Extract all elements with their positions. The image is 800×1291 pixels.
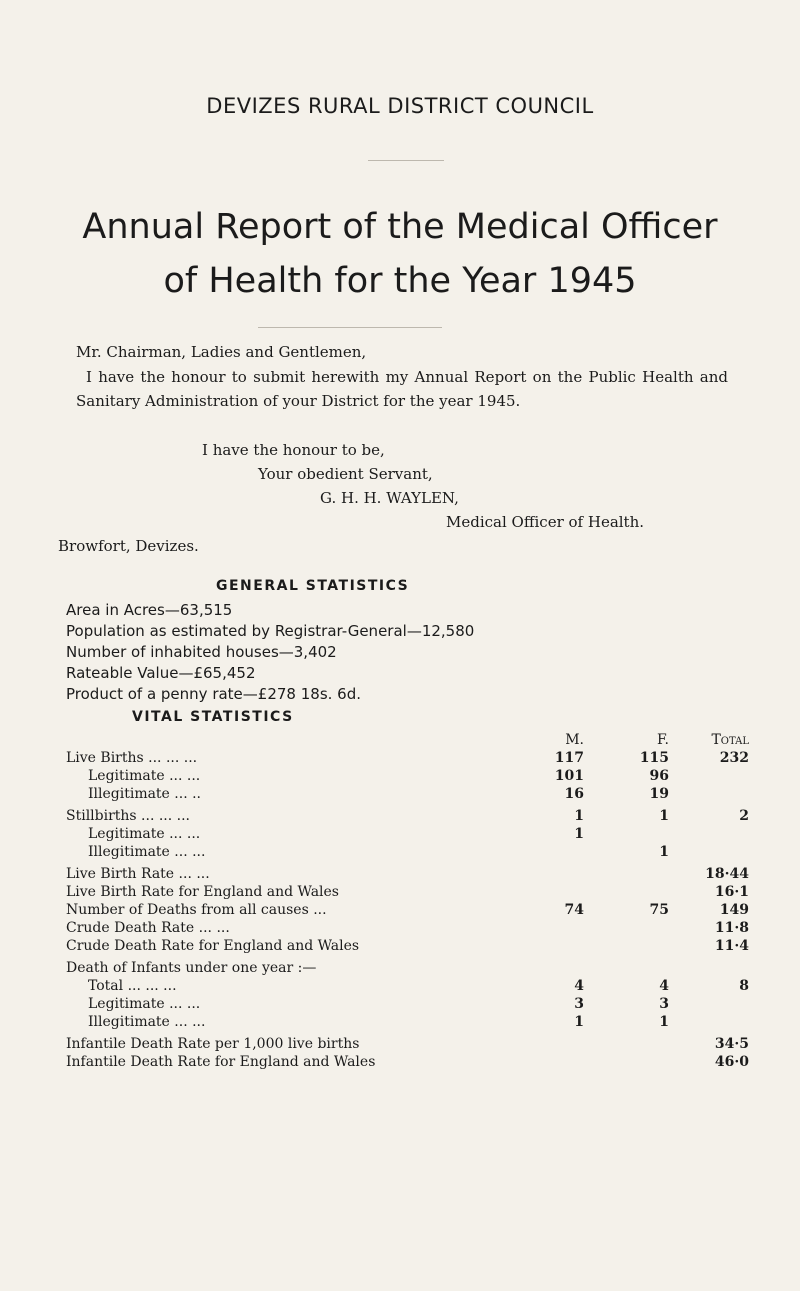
row-total	[669, 995, 749, 1013]
row-total: 11·8	[714, 920, 749, 936]
table-row	[66, 749, 749, 767]
row-m: 117	[554, 750, 584, 766]
row-label: Stillbirths ... ... ...	[66, 808, 191, 824]
row-f: 19	[649, 786, 669, 802]
row-label: Crude Death Rate for England and Wales	[66, 938, 360, 954]
row-total	[669, 785, 749, 803]
row-total: 34·5	[714, 1036, 749, 1052]
divider-bottom	[258, 327, 442, 328]
row-f: 1	[659, 808, 669, 824]
row-total	[669, 959, 749, 977]
row-label: Live Birth Rate for England and Wales	[66, 884, 339, 900]
title-line-2: of Health for the Year 1945	[163, 261, 637, 301]
table-row	[66, 977, 749, 995]
row-label: Infantile Death Rate per 1,000 live births	[66, 1036, 360, 1052]
row-f	[584, 825, 669, 843]
letter-paragraph-text: I have the honour to submit herewith my Annual Report on the Public Health and Sanitary Administration of your District for the year 1945.	[76, 368, 728, 410]
letter-paragraph	[76, 365, 728, 413]
row-m	[490, 1035, 584, 1053]
row-m: 74	[564, 902, 584, 918]
general-statistics-list	[66, 600, 474, 705]
report-title	[0, 200, 800, 308]
table-row	[66, 865, 749, 883]
row-m	[490, 865, 584, 883]
row-f	[584, 959, 669, 977]
row-label: Death of Infants under one year :—	[66, 960, 317, 976]
row-m: 1	[574, 808, 584, 824]
row-label: Crude Death Rate ... ...	[66, 920, 230, 936]
row-f: 1	[659, 844, 669, 860]
row-total: 8	[739, 978, 749, 994]
row-label: Live Birth Rate ... ...	[66, 866, 210, 882]
row-f: 115	[639, 750, 669, 766]
row-f	[584, 1035, 669, 1053]
general-item: Area in Acres—63,515	[66, 601, 233, 619]
table-row	[66, 995, 749, 1013]
row-m	[490, 843, 584, 861]
row-f: 75	[649, 902, 669, 918]
general-item: Rateable Value—£65,452	[66, 664, 256, 682]
table-row	[66, 1013, 749, 1031]
row-label: Illegitimate ... ...	[88, 844, 206, 860]
general-statistics-heading: GENERAL STATISTICS	[216, 578, 410, 594]
table-row	[66, 767, 749, 785]
row-f	[584, 919, 669, 937]
row-total: 11·4	[714, 938, 749, 954]
table-row	[66, 883, 749, 901]
row-label: Total ... ... ...	[88, 978, 177, 994]
salutation: Mr. Chairman, Ladies and Gentlemen,	[76, 343, 367, 361]
closing-line-1: I have the honour to be,	[202, 441, 385, 459]
general-item: Number of inhabited houses—3,402	[66, 643, 337, 661]
row-total: 149	[719, 902, 749, 918]
row-total: 16·1	[714, 884, 749, 900]
row-m: 16	[564, 786, 584, 802]
address: Browfort, Devizes.	[58, 537, 199, 555]
row-label: Number of Deaths from all causes ...	[66, 902, 327, 918]
row-m: 3	[574, 996, 584, 1012]
row-total: 2	[739, 808, 749, 824]
row-m	[490, 1053, 584, 1071]
row-f: 4	[659, 978, 669, 994]
table-header-row	[66, 731, 749, 749]
row-label: Legitimate ... ...	[88, 996, 201, 1012]
row-f: 96	[649, 768, 669, 784]
row-label: Live Births ... ... ...	[66, 750, 198, 766]
table-row	[66, 937, 749, 955]
row-f	[584, 865, 669, 883]
table-row	[66, 843, 749, 861]
row-total	[669, 1013, 749, 1031]
row-m	[490, 919, 584, 937]
row-label: Legitimate ... ...	[88, 768, 201, 784]
column-header-f: F.	[657, 732, 669, 748]
row-f: 3	[659, 996, 669, 1012]
row-m	[490, 883, 584, 901]
row-f	[584, 1053, 669, 1071]
row-m: 4	[574, 978, 584, 994]
vital-statistics-table	[66, 731, 749, 1071]
table-row	[66, 825, 749, 843]
row-m: 101	[554, 768, 584, 784]
row-total	[669, 825, 749, 843]
row-total: 18·44	[705, 866, 749, 882]
general-item: Product of a penny rate—£278 18s. 6d.	[66, 685, 361, 703]
row-m	[490, 937, 584, 955]
row-total: 232	[719, 750, 749, 766]
divider-top	[368, 160, 444, 161]
row-label: Legitimate ... ...	[88, 826, 201, 842]
table-row	[66, 959, 749, 977]
row-m: 1	[574, 826, 584, 842]
table-row	[66, 919, 749, 937]
row-total	[669, 767, 749, 785]
table-row	[66, 785, 749, 803]
table-row	[66, 901, 749, 919]
row-f: 1	[659, 1014, 669, 1030]
closing-line-2: Your obedient Servant,	[258, 465, 433, 483]
signature-position: Medical Officer of Health.	[446, 513, 645, 531]
row-m: 1	[574, 1014, 584, 1030]
table-row	[66, 1053, 749, 1071]
row-total: 46·0	[714, 1054, 749, 1070]
general-item: Population as estimated by Registrar-General—12,580	[66, 622, 475, 640]
vital-statistics-heading: VITAL STATISTICS	[132, 709, 294, 725]
row-label: Infantile Death Rate for England and Wales	[66, 1054, 376, 1070]
row-label: Illegitimate ... ...	[88, 1014, 206, 1030]
column-header-m: M.	[565, 732, 584, 748]
table-row	[66, 1035, 749, 1053]
row-label: Illegitimate ... ..	[88, 786, 201, 802]
row-f	[584, 937, 669, 955]
table-row	[66, 807, 749, 825]
title-line-1: Annual Report of the Medical Officer	[82, 207, 718, 247]
council-name: DEVIZES RURAL DISTRICT COUNCIL	[206, 94, 594, 118]
row-m	[490, 959, 584, 977]
row-total	[669, 843, 749, 861]
signature: G. H. H. WAYLEN,	[320, 489, 459, 507]
row-f	[584, 883, 669, 901]
column-header-total: Total	[711, 732, 749, 748]
